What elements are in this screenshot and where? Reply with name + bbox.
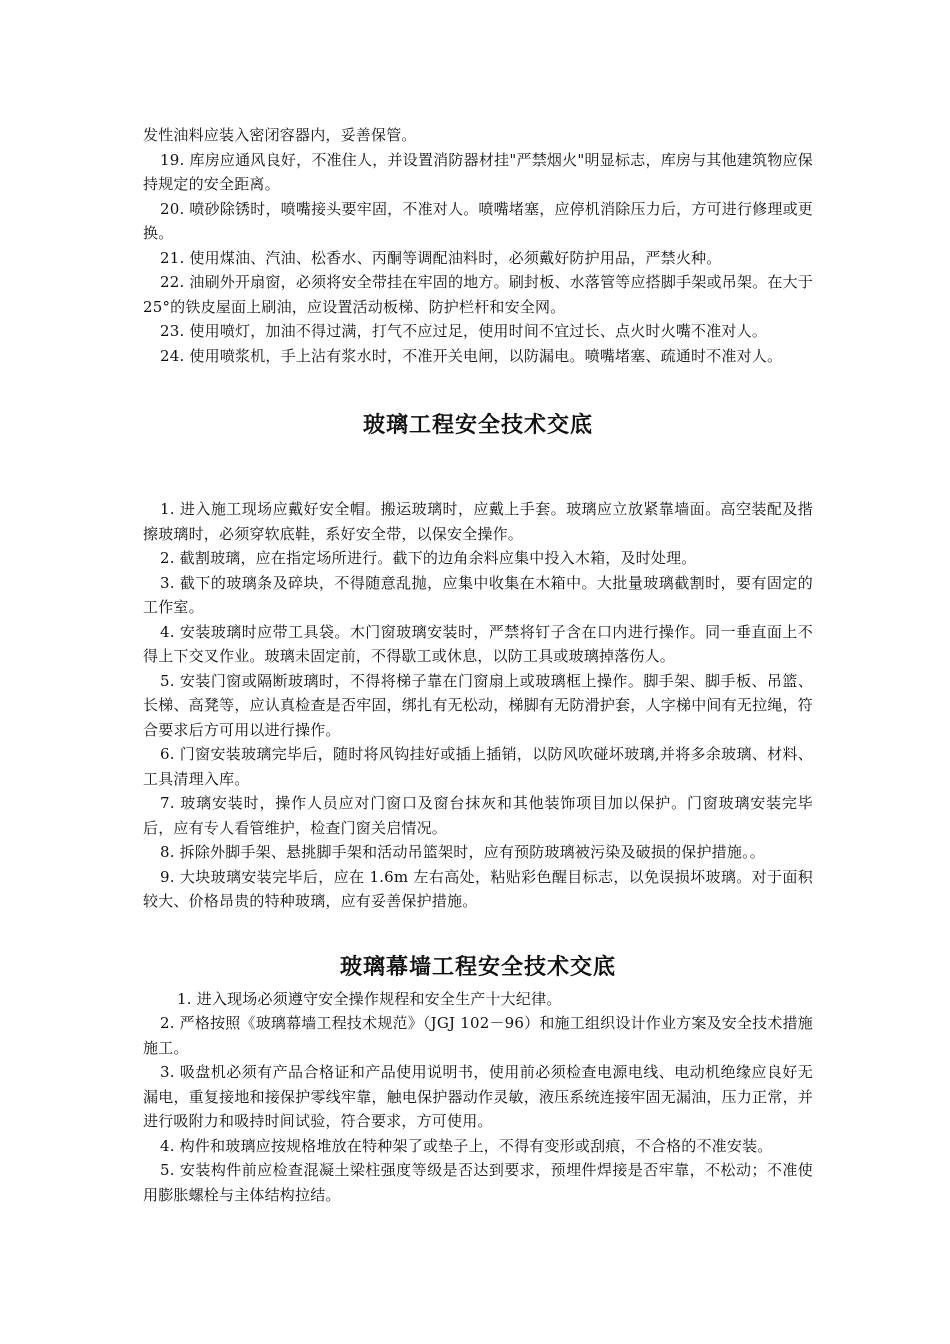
paragraph: 4. 构件和玻璃应按规格堆放在特种架了或垫子上，不得有变形或刮痕，不合格的不准安装。 [160,1136,773,1155]
paragraph: 1. 进入现场必须遵守安全操作规程和安全生产十大纪律。 [177,989,562,1008]
paragraph: 3. 截下的玻璃条及碎块，不得随意乱抛，应集中收集在木箱中。大批量玻璃截割时，要有固定的工作室。 [143,573,813,616]
paragraph: 21. 使用煤油、汽油、松香水、丙酮等调配油料时，必须戴好防护用品，严禁火种。 [160,248,722,267]
paragraph: 7. 玻璃安装时，操作人员应对门窗口及窗台抹灰和其他装饰项目加以保护。门窗玻璃安装完毕后，应有专人看管维护，检查门窗关启情况。 [143,794,813,837]
section-title-glass: 玻璃工程安全技术交底 [362,413,593,438]
paragraph: 5. 安装构件前应检查混凝土梁柱强度等级是否达到要求，预埋件焊接是否牢靠，不松动；不准使用膨胀螺栓与主体结构拉结。 [143,1161,813,1204]
paragraph: 9. 大块玻璃安装完毕后，应在 1.6m 左右高处，粘贴彩色醒目标志，以免误损坏玻璃。对于面积较大、价格昂贵的特种玻璃，应有妥善保护措施。 [143,867,813,910]
paragraph: 24. 使用喷浆机，手上沾有浆水时，不准开关电闸，以防漏电。喷嘴堵塞、疏通时不准对人。 [160,346,783,365]
paragraph: 20. 喷砂除锈时，喷嘴接头要牢固，不准对人。喷嘴堵塞，应停机消除压力后，方可进行修理或更换。 [143,199,813,242]
paragraph: 5. 安装门窗或隔断玻璃时，不得将梯子靠在门窗扇上或玻璃框上操作。脚手架、脚手板、吊篮、长梯、高凳等，应认真检查是否牢固，绑扎有无松动，梯脚有无防滑护套，人字梯中间有无拉绳，符合要求后方可用以进行操作。 [143,671,813,739]
section-title-curtain-wall: 玻璃幕墙工程安全技术交底 [339,954,616,980]
paragraph: 发性油料应装入密闭容器内，妥善保管。 [143,126,417,144]
paragraph: 2. 严格按照《玻璃幕墙工程技术规范》（JGJ 102－96）和施工组织设计作业方案及安全技术措施施工。 [143,1014,813,1057]
paragraph: 4. 安装玻璃时应带工具袋。木门窗玻璃安装时，严禁将钉子含在口内进行操作。同一垂直面上不得上下交叉作业。玻璃未固定前，不得歇工或休息，以防工具或玻璃掉落伤人。 [143,622,813,665]
paragraph: 3. 吸盘机必须有产品合格证和产品使用说明书，使用前必须检查电源电线、电动机绝缘应良好无漏电，重复接地和接保护零线牢靠，触电保护器动作灵敏，液压系统连接牢固无漏油，压力正常，并进行吸附力和吸持时间试验，符合要求，方可使用。 [143,1063,813,1130]
paragraph: 8. 拆除外脚手架、悬挑脚手架和活动吊篮架时，应有预防玻璃被污染及破损的保护措施。。 [160,843,765,861]
paragraph: 2. 截割玻璃，应在指定场所进行。截下的边角余料应集中投入木箱，及时处理。 [160,549,697,567]
paragraph: 22. 油刷外开扇窗，必须将安全带挂在牢固的地方。刷封板、水落管等应搭脚手架或吊架。在大于 25°的铁皮屋面上刷油，应设置活动板梯、防护栏杆和安全网。 [143,273,813,316]
paragraph: 6. 门窗安装玻璃完毕后，随时将风钩挂好或插上插销，以防风吹碰坏玻璃,并将多余玻璃、材料、工具清理入库。 [143,745,813,788]
document-page [143,123,813,1207]
paragraph: 1. 进入施工现场应戴好安全帽。搬运玻璃时，应戴上手套。玻璃应立放紧靠墙面。高空装配及揩擦玻璃时，必须穿软底鞋，系好安全带，以保安全操作。 [143,500,813,543]
paragraph: 23. 使用喷灯，加油不得过满，打气不应过足，使用时间不宜过长、点火时火嘴不准对人。 [160,322,768,340]
paragraph: 19. 库房应通风良好，不准住人，并设置消防器材挂"严禁烟火"明显标志，库房与其他建筑物应保持规定的安全距离。 [143,150,813,193]
